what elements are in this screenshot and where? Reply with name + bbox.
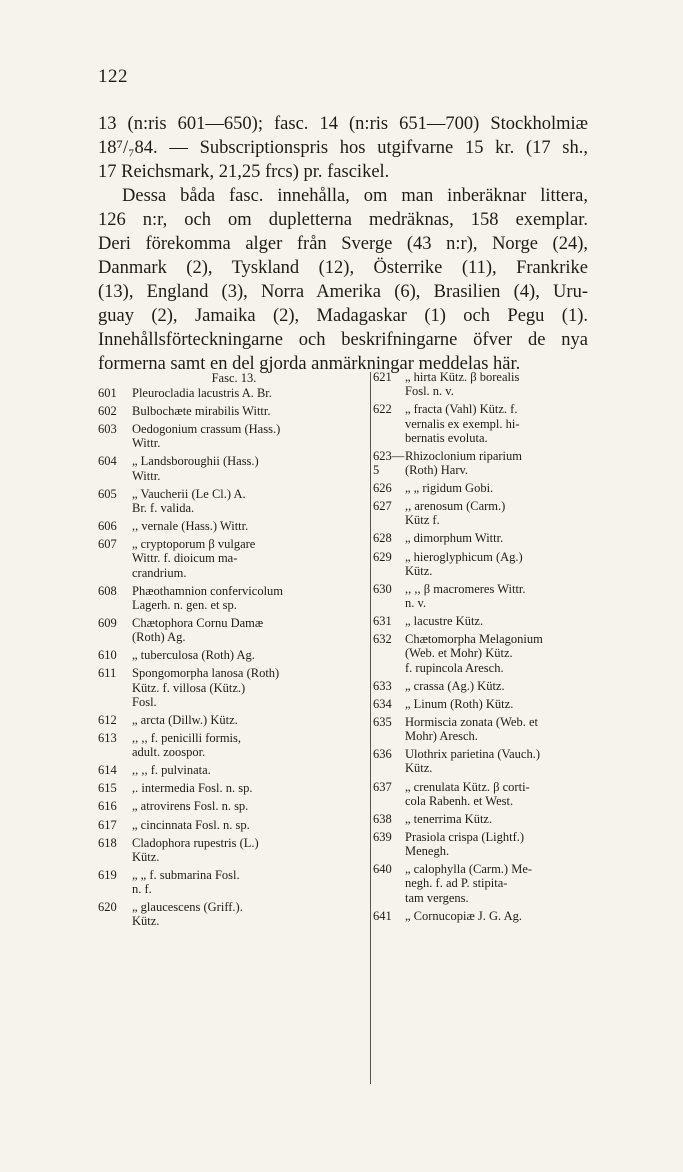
entry-text [405,531,590,545]
entry-line: tam vergens. [405,890,469,905]
intro-line: 13 (n:ris 601—650); fasc. 14 (n:ris 651—700) Stockholmiæ [98,114,588,134]
species-entry [373,747,590,775]
entry-line: „ hirta Kütz. β borealis [405,370,520,384]
species-entry [98,666,370,709]
species-entry [98,836,370,864]
species-entry [373,481,590,495]
entry-line: Kütz. [132,914,160,929]
column-divider [370,372,371,1084]
entry-line: „ cryptoporum β vulgare [132,537,256,552]
species-entry [373,812,590,826]
entry-line: crandrium. [132,565,187,580]
species-entry [373,402,590,445]
entry-text [132,781,370,795]
entry-line: Chætophora Cornu Damæ [132,615,264,630]
entry-number: 637 [373,779,392,794]
entry-line: „ arcta (Dillw.) Kütz. [132,712,238,727]
entry-text [405,909,590,923]
entry-line: vernalis ex exempl. hi- [405,416,520,431]
entry-text [405,449,590,477]
entry-line: Phæothamnion confervicolum [132,583,284,598]
entry-number: 610 [98,648,117,663]
entry-line: f. rupincola Aresch. [405,660,504,675]
entry-text [405,780,590,808]
entry-line: „ „ f. submarina Fosl. [132,867,240,882]
entry-line: „ crassa (Ag.) Kütz. [405,678,505,693]
entry-number: 638 [373,811,392,826]
entry-line: Kütz. [405,761,433,776]
species-entry [98,616,370,644]
entry-line: „ Linum (Roth) Kütz. [405,696,514,711]
entry-line: Mohr) Aresch. [405,729,478,744]
species-entry [98,799,370,813]
species-entry [98,818,370,832]
entry-number: 628 [373,531,392,546]
entry-line: ,, vernale (Hass.) Wittr. [132,519,249,534]
entry-line: Hormiscia zonata (Web. et [405,714,538,729]
entry-number: 640 [373,862,392,877]
species-entry [373,614,590,628]
species-entry [373,499,590,527]
species-entry [98,584,370,612]
entry-line: „ tuberculosa (Roth) Ag. [132,648,255,663]
entry-text [405,370,590,398]
species-entry [98,868,370,896]
species-entry [98,404,370,418]
entry-text [405,747,590,775]
fascicle-heading: Fasc. 13. [211,371,257,385]
entry-line: Chætomorpha Melagonium [405,632,543,647]
entry-line: Pleurocladia lacustris A. Br. [132,386,272,400]
entry-number: 641 [373,908,392,923]
species-entry [373,582,590,610]
entry-line: „ tenerrima Kütz. [405,811,493,826]
entry-text [405,614,590,628]
entry-line: „ fracta (Vahl) Kütz. f. [405,402,518,417]
entry-text [132,648,370,662]
entry-line: Kütz. f. villosa (Kütz.) [132,680,246,695]
entry-text [132,666,370,709]
intro-line: 17 Reichsmark, 21,25 frcs) pr. fascikel. [98,162,390,182]
entry-text [405,862,590,905]
entry-number: 630 [373,581,392,596]
entry-line: „ Landsboroughii (Hass.) [132,454,259,469]
species-entry [98,731,370,759]
entry-text [132,799,370,813]
intro-line: Dessa båda fasc. innehålla, om man inberäknar littera, [122,186,588,206]
entry-line: ,, ,, f. penicilli formis, [132,730,242,745]
entry-line: (Roth) Ag. [132,630,186,645]
entry-text [132,519,370,533]
entry-number: 604 [98,454,117,469]
entry-text [405,715,590,743]
entry-line: „ hieroglyphicum (Ag.) [405,549,523,564]
entry-line: Bulbochæte mirabilis Wittr. [132,404,271,419]
species-entry [98,713,370,727]
intro-line: 18⁷/₇84. — Subscriptionspris hos utgifvarne 15 kr. (17 sh., [98,138,588,158]
entry-text [405,499,590,527]
species-entry [373,550,590,578]
entry-line: Kütz f. [405,513,440,528]
entry-line: (Roth) Harv. [405,463,469,477]
entry-number: 607 [98,537,117,552]
entry-line: „ cincinnata Fosl. n. sp. [132,817,250,832]
entry-number: 627 [373,499,392,514]
entry-line: Fosl. [132,694,157,709]
entry-line: „ atrovirens Fosl. n. sp. [132,799,249,814]
entry-line: „ Vaucherii (Le Cl.) A. [132,486,246,501]
entry-line: Menegh. [405,844,450,859]
entry-line: „ lacustre Kütz. [405,614,484,629]
entry-text [132,386,370,400]
entry-number: 609 [98,615,117,630]
species-entry [373,780,590,808]
intro-line: (13), England (3), Norra Amerika (6), Brasilien (4), Uru- [98,282,588,302]
entry-text [132,454,370,482]
entry-line: „ crenulata Kütz. β corti- [405,779,530,794]
species-entry [373,531,590,545]
entry-text [132,763,370,777]
entry-line: Prasiola crispa (Lightf.) [405,829,525,844]
intro-line: guay (2), Jamaika (2), Madagaskar (1) och Pegu (1). [98,306,588,326]
entry-text [132,868,370,896]
entry-line: „ Cornucopiæ J. G. Ag. [405,908,523,923]
entry-number: 613 [98,730,117,745]
entry-line: n. v. [405,596,427,611]
entry-number: 621 [373,370,392,384]
entry-number: 614 [98,763,117,778]
entry-number: 616 [98,799,117,814]
left-column [98,370,370,933]
entry-number: 631 [373,614,392,629]
entry-text [132,404,370,418]
entry-number: 611 [98,666,117,681]
species-entry [373,449,590,477]
entry-line: Kütz. [405,563,433,578]
entry-number: 632 [373,632,392,647]
entry-line: Cladophora rupestris (L.) [132,835,259,850]
species-entry [98,422,370,450]
entry-number: 626 [373,481,392,496]
species-entry [98,519,370,533]
species-entry [98,454,370,482]
entry-line: adult. zoospor. [132,745,206,760]
species-entry [373,679,590,693]
intro-line: 126 n:r, och om dupletterna medräknas, 158 exemplar. [98,210,588,230]
entry-number: 617 [98,817,117,832]
species-entry [98,781,370,795]
entry-line: Wittr. [132,436,161,451]
intro-line: Danmark (2), Tyskland (12), Österrike (11), Frankrike [98,258,588,278]
entry-line: ,, ,, β macromeres Wittr. [405,581,526,596]
species-entry [373,715,590,743]
entry-number: 605 [98,486,117,501]
page-number: 122 [98,66,128,87]
species-entry [98,537,370,580]
entry-line: Fosl. n. v. [405,384,454,399]
entry-text [405,830,590,858]
entry-line: ,, arenosum (Carm.) [405,499,506,514]
entry-text [132,818,370,832]
intro-paragraph [98,112,588,376]
entry-line: bernatis evoluta. [405,430,488,445]
right-column [373,370,590,927]
entry-number: 635 [373,714,392,729]
entry-line: Rhizoclonium riparium [405,448,522,463]
entry-line: Wittr. [132,468,161,483]
intro-line: Innehållsförteckningarne och beskrifningarne öfver de nya [98,330,588,350]
entry-number: 612 [98,712,117,727]
entry-line: (Web. et Mohr) Kütz. [405,646,513,661]
entry-number: 636 [373,747,392,762]
species-entry [98,487,370,515]
entry-line: n. f. [132,882,152,897]
entry-number: 606 [98,519,117,534]
entry-line: Spongomorpha lanosa (Roth) [132,666,280,681]
entry-text [405,481,590,495]
intro-line: formerna samt en del gjorda anmärkningar meddelas här. [98,354,521,374]
entry-line: Lagerh. n. gen. et sp. [132,597,237,612]
entry-text [405,632,590,675]
entry-number: 603 [98,422,117,437]
entry-text [132,487,370,515]
species-entry [373,862,590,905]
entry-number: 608 [98,583,117,598]
entry-line: „ „ rigidum Gobi. [405,481,494,496]
entry-text [132,900,370,928]
entry-line: Br. f. valida. [132,500,195,515]
species-entry [98,763,370,777]
entry-line: Kütz. [132,849,160,864]
species-list [98,370,590,1090]
entry-number: 623—5 [373,448,405,477]
entry-number: 618 [98,835,117,850]
entry-text [132,537,370,580]
entry-text [405,812,590,826]
entry-number: 601 [98,386,117,400]
entry-number: 634 [373,696,392,711]
entry-number: 633 [373,678,392,693]
species-entry [373,909,590,923]
entry-line: cola Rabenh. et West. [405,793,514,808]
entry-text [405,550,590,578]
species-entry [373,632,590,675]
entry-number: 602 [98,404,117,419]
entry-number: 615 [98,781,117,796]
entry-number: 629 [373,549,392,564]
intro-line: Deri förekomma alger från Sverge (43 n:r), Norge (24), [98,234,588,254]
species-entry [98,900,370,928]
entry-number: 620 [98,900,117,915]
entry-line: „ dimorphum Wittr. [405,531,504,546]
entry-line: „ glaucescens (Griff.). [132,900,243,915]
entry-number: 639 [373,829,392,844]
species-entry [373,697,590,711]
species-entry [98,386,370,400]
entry-text [132,713,370,727]
entry-text [405,679,590,693]
species-entry [373,370,590,398]
entry-number: 622 [373,402,392,417]
entry-text [405,402,590,445]
entry-number: 619 [98,867,117,882]
entry-text [132,836,370,864]
entry-line: Wittr. f. dioicum ma- [132,551,238,566]
entry-text [132,616,370,644]
entry-line: ,. intermedia Fosl. n. sp. [132,781,253,796]
entry-text [132,422,370,450]
entry-line: ,, ,, f. pulvinata. [132,763,211,778]
entry-text [132,584,370,612]
entry-line: Ulothrix parietina (Vauch.) [405,747,541,762]
species-entry [373,830,590,858]
entry-line: „ calophylla (Carm.) Me- [405,862,533,877]
entry-text [132,731,370,759]
entry-line: negh. f. ad P. stipita- [405,876,508,891]
species-entry [98,648,370,662]
entry-text [405,582,590,610]
entry-line: Oedogonium crassum (Hass.) [132,422,281,437]
entry-text [405,697,590,711]
